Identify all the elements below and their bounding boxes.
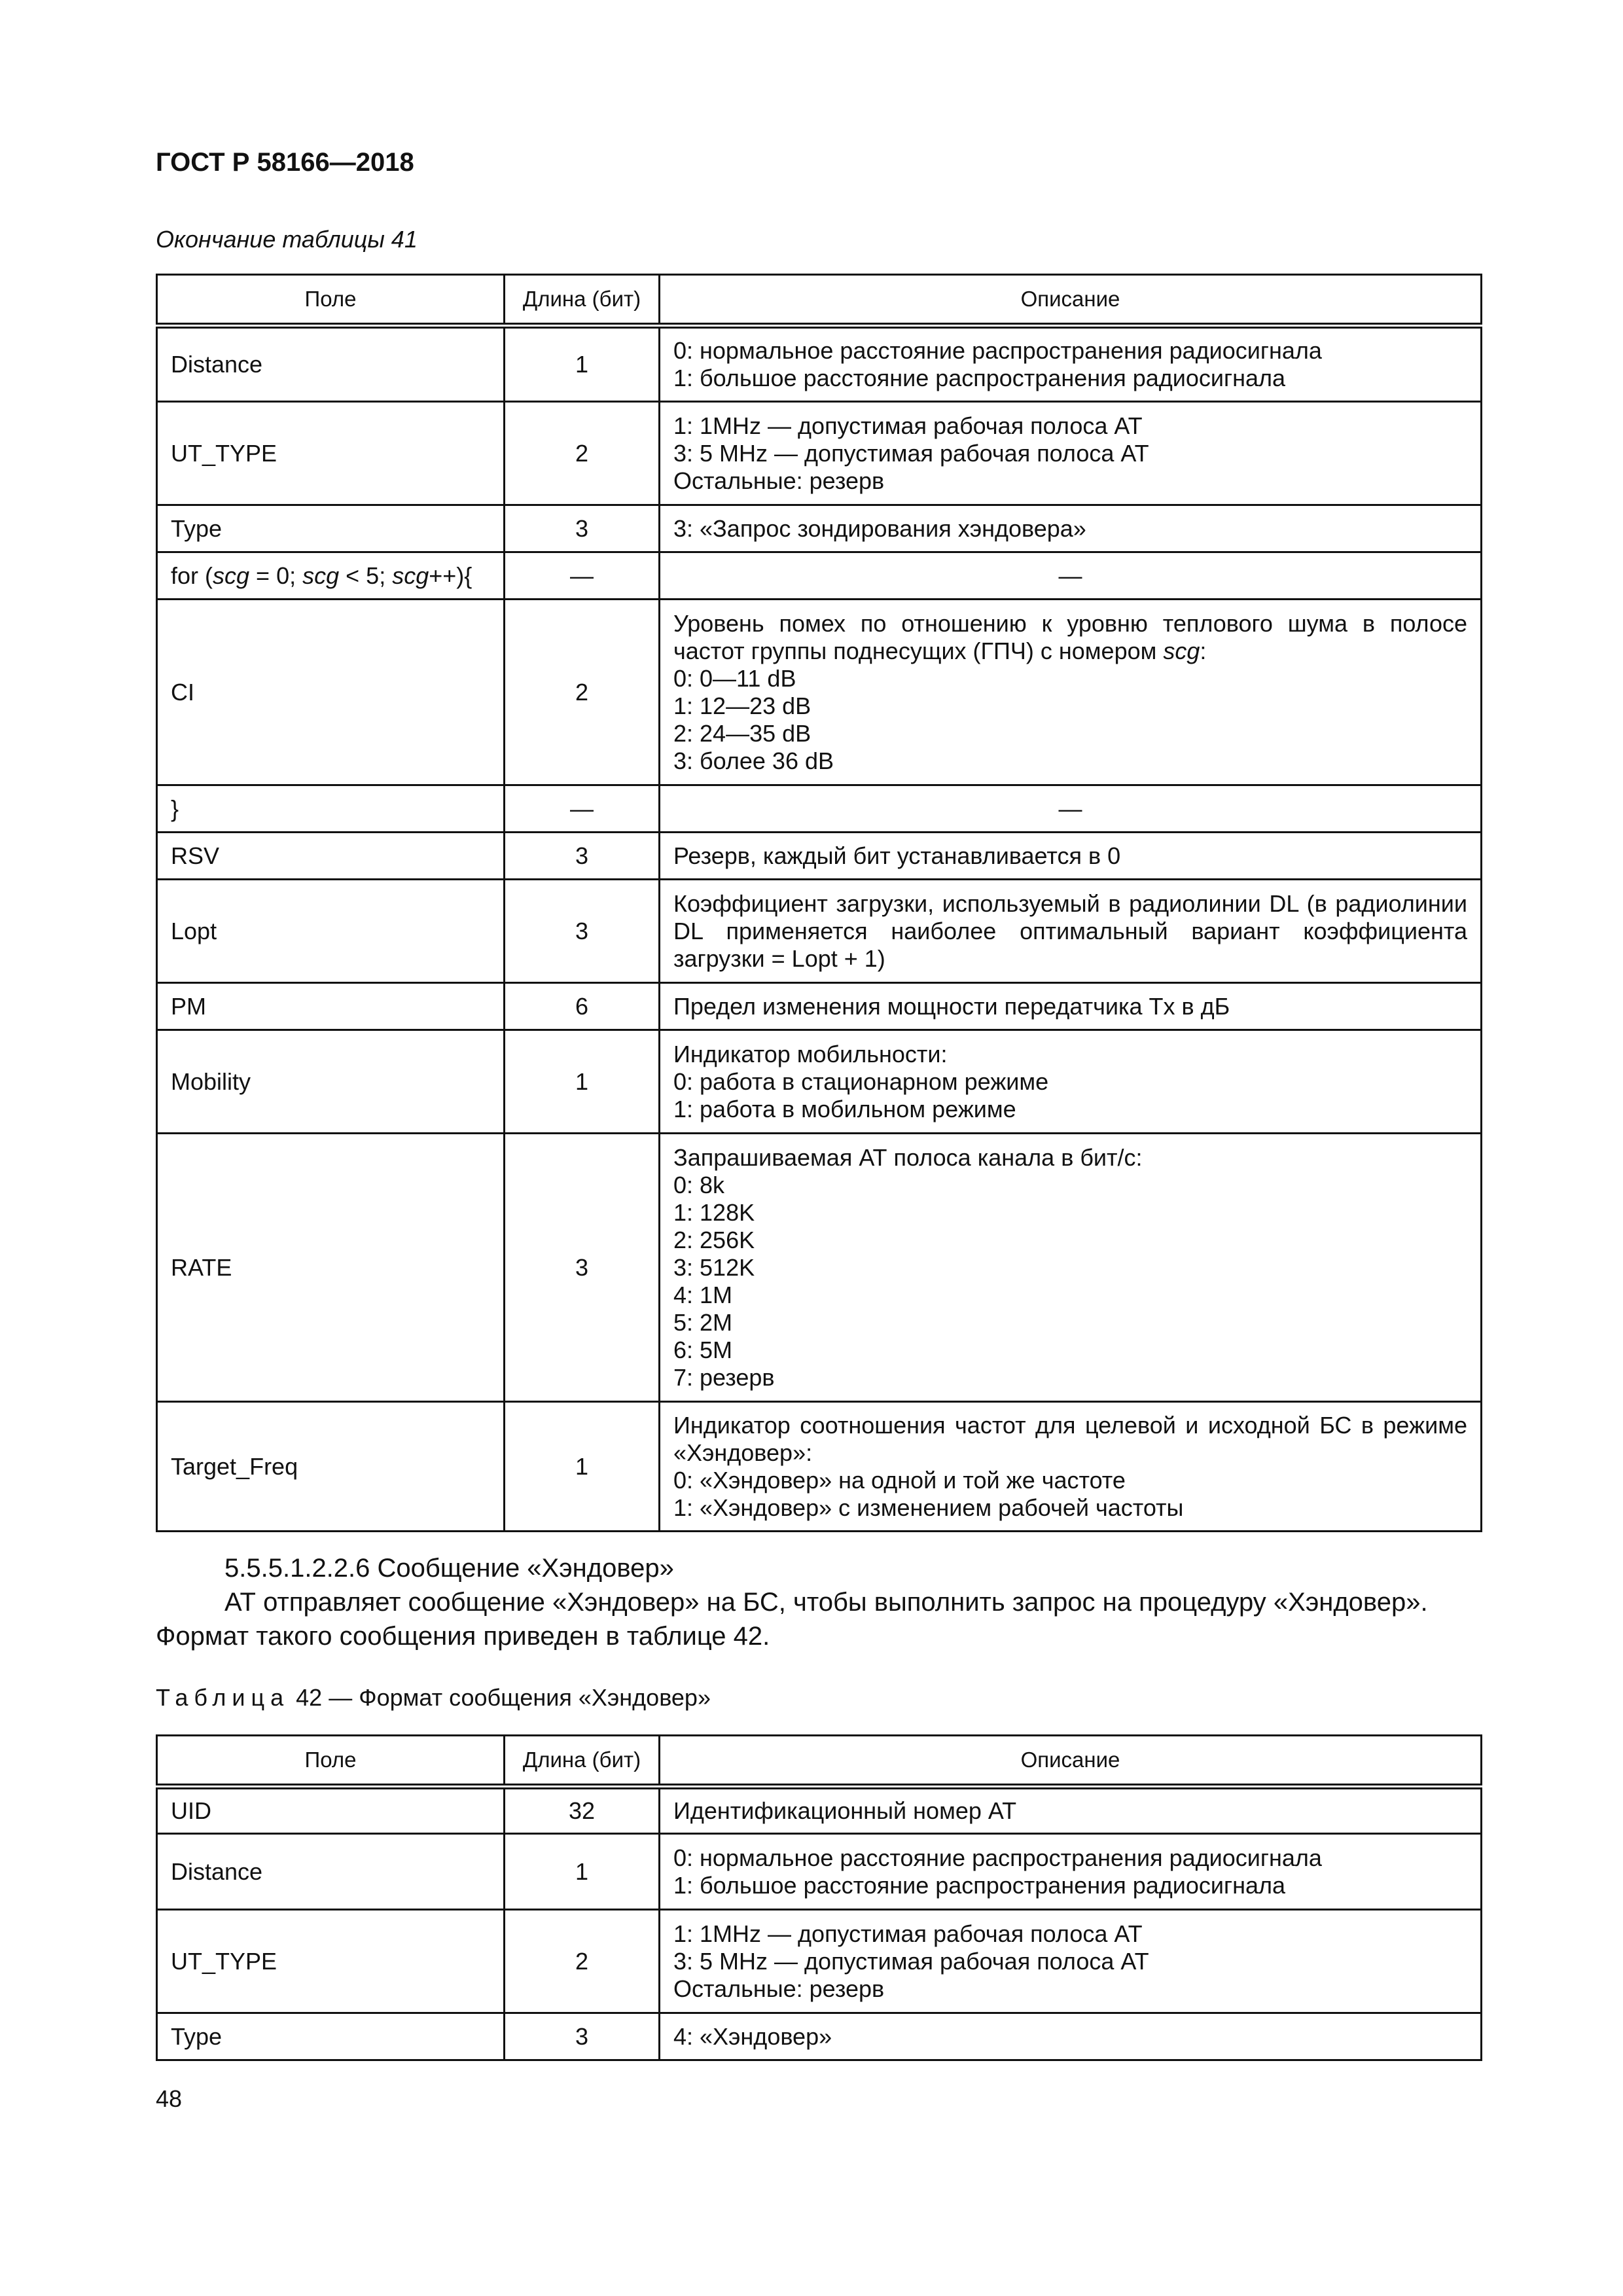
field-cell: UT_TYPE	[157, 402, 505, 505]
field-text: ++){	[429, 562, 473, 589]
description-line: 3: 5 MHz — допустимая рабочая полоса АТ	[673, 1947, 1149, 1975]
description-text: Уровень помех по отношению к уровню теплового шума в полосе частот группы поднесущих (ГПЧ) с номером	[673, 609, 1467, 664]
description-cell: Коэффициент загрузки, используемый в радиолинии DL (в радиолинии DL применяется наиболее оптимальный вариант коэффициента загрузки = Lopt + 1)	[660, 880, 1482, 983]
description-line: Остальные: резерв	[673, 467, 885, 494]
description-cell	[660, 1834, 1482, 1910]
field-text: for (	[171, 562, 213, 589]
field-cell: Target_Freq	[157, 1402, 505, 1532]
description-line: 4: 1M	[673, 1281, 733, 1308]
length-cell: 32	[505, 1787, 660, 1834]
description-cell: Предел изменения мощности передатчика Tx в дБ	[660, 983, 1482, 1030]
description-line: 1: 128K	[673, 1198, 755, 1226]
field-text: = 0;	[249, 562, 303, 589]
description-line: 7: резерв	[673, 1363, 775, 1391]
table-row	[157, 600, 1482, 785]
description-cell: 3: «Запрос зондирования хэндовера»	[660, 505, 1482, 552]
field-cell: Distance	[157, 326, 505, 402]
table-42	[156, 1734, 1482, 2061]
description-cell: —	[660, 785, 1482, 833]
table-row	[157, 1134, 1482, 1402]
length-cell: 1	[505, 1030, 660, 1134]
description-cell	[660, 402, 1482, 505]
description-line: 0: нормальное расстояние распространения радиосигнала	[673, 337, 1322, 364]
standard-designation: ГОСТ Р 58166—2018	[156, 148, 414, 177]
field-cell: CI	[157, 600, 505, 785]
description-cell: Резерв, каждый бит устанавливается в 0	[660, 833, 1482, 880]
description-line: 1: большое расстояние распространения радиосигнала	[673, 1871, 1286, 1899]
description-line: Индикатор мобильности:	[673, 1040, 948, 1067]
field-cell: RSV	[157, 833, 505, 880]
description-line: 0: работа в стационарном режиме	[673, 1067, 1049, 1095]
length-cell: 2	[505, 1910, 660, 2013]
description-cell: Идентификационный номер АТ	[660, 1787, 1482, 1834]
table-row	[157, 1910, 1482, 2013]
table-title: 42 — Формат сообщения «Хэндовер»	[289, 1684, 711, 1711]
table-row	[157, 402, 1482, 505]
field-cell: }	[157, 785, 505, 833]
length-cell: 3	[505, 505, 660, 552]
description-line: 1: 1MHz — допустимая рабочая полоса АТ	[673, 412, 1143, 439]
description-text: :	[1200, 637, 1207, 664]
table-42-caption	[156, 1684, 711, 1712]
column-header-description: Описание	[660, 275, 1482, 326]
description-line: Запрашиваемая АТ полоса канала в бит/с:	[673, 1143, 1143, 1171]
section-paragraph: АТ отправляет сообщение «Хэндовер» на БС, чтобы выполнить запрос на процедуру «Хэндовер». Формат такого сообщения приведен в таблице 42.	[156, 1588, 1428, 1651]
length-cell: 3	[505, 2013, 660, 2060]
length-cell: 2	[505, 600, 660, 785]
description-line: 3: 512K	[673, 1253, 755, 1281]
table-row	[157, 1787, 1482, 1834]
description-line: 5: 2M	[673, 1308, 733, 1336]
table-41	[156, 274, 1482, 1532]
length-cell: 3	[505, 833, 660, 880]
field-cell: Mobility	[157, 1030, 505, 1134]
length-cell: 6	[505, 983, 660, 1030]
field-cell	[157, 552, 505, 600]
description-cell	[660, 1402, 1482, 1532]
field-cell: RATE	[157, 1134, 505, 1402]
length-cell: 1	[505, 326, 660, 402]
field-cell: Type	[157, 505, 505, 552]
table-label: Таблица	[156, 1684, 290, 1711]
description-cell	[660, 600, 1482, 785]
description-line: 1: 1MHz — допустимая рабочая полоса АТ	[673, 1920, 1143, 1947]
table-41-caption: Окончание таблицы 41	[156, 226, 418, 253]
description-line: 3: 5 MHz — допустимая рабочая полоса АТ	[673, 439, 1149, 467]
description-cell	[660, 1134, 1482, 1402]
description-line: 1: «Хэндовер» с изменением рабочей частоты	[673, 1494, 1184, 1521]
table-row	[157, 552, 1482, 600]
table-row	[157, 1030, 1482, 1134]
page-number: 48	[156, 2085, 183, 2112]
table-row	[157, 833, 1482, 880]
table-header-row	[157, 275, 1482, 326]
description-line: 1: большое расстояние распространения радиосигнала	[673, 365, 1286, 391]
length-cell: 3	[505, 1134, 660, 1402]
column-header-length: Длина (бит)	[505, 1736, 660, 1787]
description-line: 6: 5M	[673, 1336, 733, 1363]
column-header-description: Описание	[660, 1736, 1482, 1787]
field-cell: UID	[157, 1787, 505, 1834]
description-line: Остальные: резерв	[673, 1975, 885, 2002]
table-row	[157, 505, 1482, 552]
column-header-field: Поле	[157, 275, 505, 326]
table-row	[157, 2013, 1482, 2060]
length-cell: 2	[505, 402, 660, 505]
description-line: 2: 256K	[673, 1226, 755, 1253]
column-header-field: Поле	[157, 1736, 505, 1787]
section-heading: 5.5.5.1.2.2.6 Сообщение «Хэндовер»	[224, 1554, 674, 1583]
section-5-5-5-1-2-2-6	[156, 1551, 1479, 1653]
table-row	[157, 1402, 1482, 1532]
description-intro: Индикатор соотношения частот для целевой и исходной БС в режиме «Хэндовер»:	[673, 1411, 1467, 1466]
description-line: 0: 0—11 dB	[673, 664, 796, 692]
field-variable: scg	[213, 562, 250, 589]
description-variable: scg	[1163, 637, 1200, 664]
table-row	[157, 880, 1482, 983]
field-cell: PM	[157, 983, 505, 1030]
table-row	[157, 326, 1482, 402]
description-line: 3: более 36 dB	[673, 747, 834, 774]
field-variable: scg	[392, 562, 429, 589]
description-line: 0: «Хэндовер» на одной и той же частоте	[673, 1466, 1126, 1494]
length-cell: 1	[505, 1402, 660, 1532]
length-cell: 3	[505, 880, 660, 983]
description-intro	[673, 610, 1467, 665]
field-cell: Lopt	[157, 880, 505, 983]
field-cell: UT_TYPE	[157, 1910, 505, 2013]
table-row	[157, 1834, 1482, 1910]
description-line: 0: 8k	[673, 1171, 725, 1198]
field-text: < 5;	[339, 562, 393, 589]
description-cell: —	[660, 552, 1482, 600]
table-row	[157, 983, 1482, 1030]
field-cell: Distance	[157, 1834, 505, 1910]
field-cell: Type	[157, 2013, 505, 2060]
description-line: 1: 12—23 dB	[673, 692, 812, 719]
table-row	[157, 785, 1482, 833]
table-header-row	[157, 1736, 1482, 1787]
description-line: 0: нормальное расстояние распространения радиосигнала	[673, 1844, 1322, 1871]
length-cell: 1	[505, 1834, 660, 1910]
description-line: 1: работа в мобильном режиме	[673, 1095, 1016, 1122]
field-variable: scg	[302, 562, 340, 589]
length-cell: —	[505, 785, 660, 833]
description-cell	[660, 1030, 1482, 1134]
description-cell: 4: «Хэндовер»	[660, 2013, 1482, 2060]
description-cell	[660, 1910, 1482, 2013]
length-cell: —	[505, 552, 660, 600]
description-line: 2: 24—35 dB	[673, 719, 812, 747]
description-cell	[660, 326, 1482, 402]
column-header-length: Длина (бит)	[505, 275, 660, 326]
